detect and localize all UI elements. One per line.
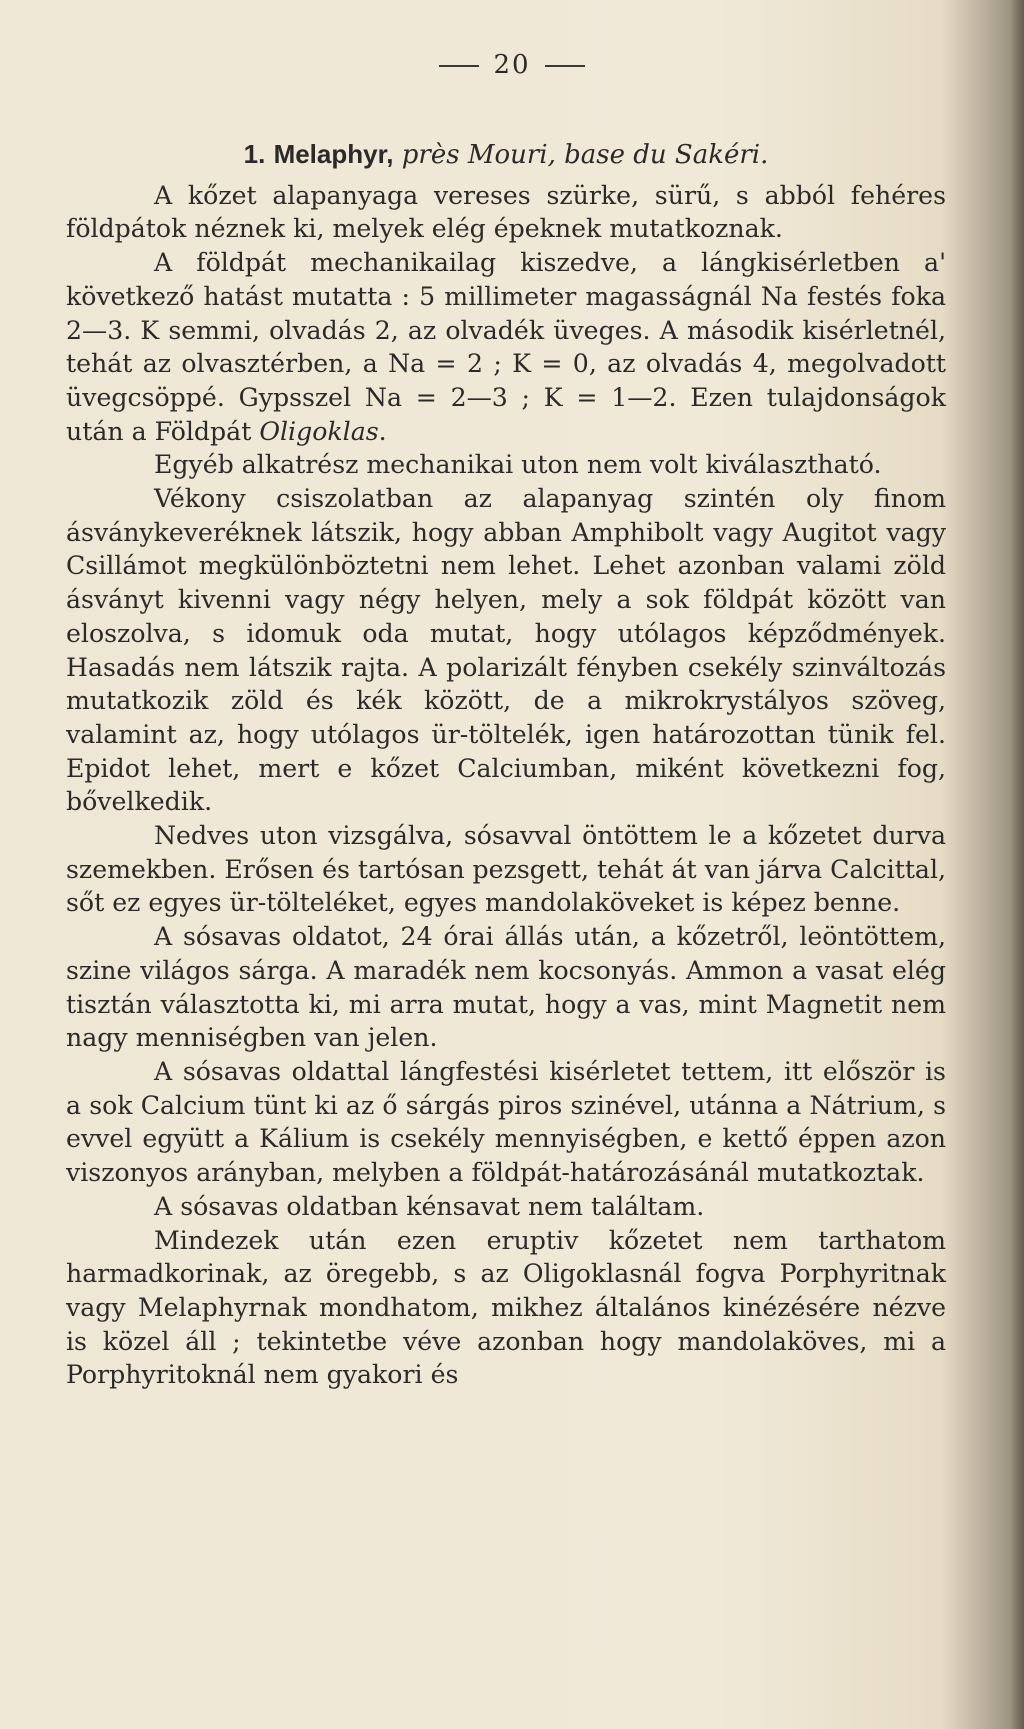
paragraph-5: Nedves uton vizsgálva, sósavval öntöttem le a kőzetet durva szemekben. Erősen és tartósan pezsgett, tehát át van járva Calcittal, sőt ez egyes ür-tölteléket, egyes mandolaköveket is képez benne. <box>66 821 947 918</box>
paragraph-2-end: . <box>378 416 387 446</box>
paragraph-6: A sósavas oldatot, 24 órai állás után, a kőzetről, leöntöttem, szine világos sárga. A maradék nem kocsonyás. Ammon a vasat elég tisztán választotta ki, mi arra mutat, hogy a vas, mint Magnetit nem nagy menniségben van jelen. <box>66 922 946 1053</box>
section-number: 1. <box>243 139 266 169</box>
paragraph-2-text: A földpát mechanikailag kiszedve, a lángkisérletben a' következő hatást mutatta : 5 millimeter magasságnál Na festés foka 2—3. K semmi, olvadás 2, az olvadék üveges. A második kisérletnél, tehát az olvasztérben, a Na = 2 ; K = 0, az olvadás 4, megolvadott üvegcsöppé. Gypsszel Na = 2—3 ; K = 1—2. Ezen tulajdonságok után a Földpát <box>66 248 946 446</box>
paragraph-9: Mindezek után ezen eruptiv kőzetet nem tarthatom harmadkorinak, az öregebb, s az Oligoklasnál fogva Porphyritnak vagy Melaphyrnak mondhatom, mikhez általános kinézésére nézve is közel áll ; tekintetbe véve azonban hogy mandolaköves, mi a Porphyritoknál nem gyakori és <box>66 1225 946 1390</box>
page-body <box>66 138 946 1392</box>
page-number-text: 20 <box>493 50 531 80</box>
paragraph-7: A sósavas oldattal lángfestési kisérletet tettem, itt először is a sok Calcium tünt ki az ő sárgás piros szinével, utánna a Nátrium, s evvel együtt a Kálium is csekély mennyiségben, e kettő éppen azon viszonyos arányban, melyben a földpát-határozásánál mutatkoztak. <box>66 1056 946 1188</box>
right-dash <box>545 65 585 67</box>
paragraph-3: Egyéb alkatrész mechanikai uton nem volt kiválasztható. <box>154 450 882 480</box>
rock-name: Melaphyr, <box>273 139 394 169</box>
left-dash <box>439 65 479 67</box>
paragraph-8: A sósavas oldatban kénsavat nem találtam. <box>154 1191 705 1221</box>
page-number <box>0 50 1024 80</box>
page-edge-shadow <box>1010 0 1024 1729</box>
paragraph-4: Vékony csiszolatban az alapanyag szintén oly finom ásványkeveréknek látszik, hogy abban Amphibolt vagy Augitot vagy Csillámot megkülönböztetni nem lehet. Lehet azonban valami zöld ásványt kivenni vagy négy helyen, mely a sok földpát között van eloszolva, s idomuk oda mutat, hogy utólagos képződmények. Hasadás nem látszik rajta. A polarizált fényben csekély szinváltozás mutatkozik zöld és kék között, de a mikrokrystályos szöveg, valamint az, hogy utólagos ür-töltelék, igen határozottan tünik fel. Epidot lehet, mert e kőzet Calciumban, miként következni fog, bővelkedik. <box>66 484 946 817</box>
paragraph-2 <box>66 246 946 448</box>
section-heading <box>66 138 946 173</box>
paragraph-1: A kőzet alapanyaga vereses szürke, sürű, s abból fehéres földpátok néznek ki, melyek elég épeknek mutatkoznak. <box>66 180 946 244</box>
rock-location: près Mouri, base du Sakéri. <box>401 140 769 170</box>
mineral-name-italic: Oligoklas <box>259 416 379 446</box>
